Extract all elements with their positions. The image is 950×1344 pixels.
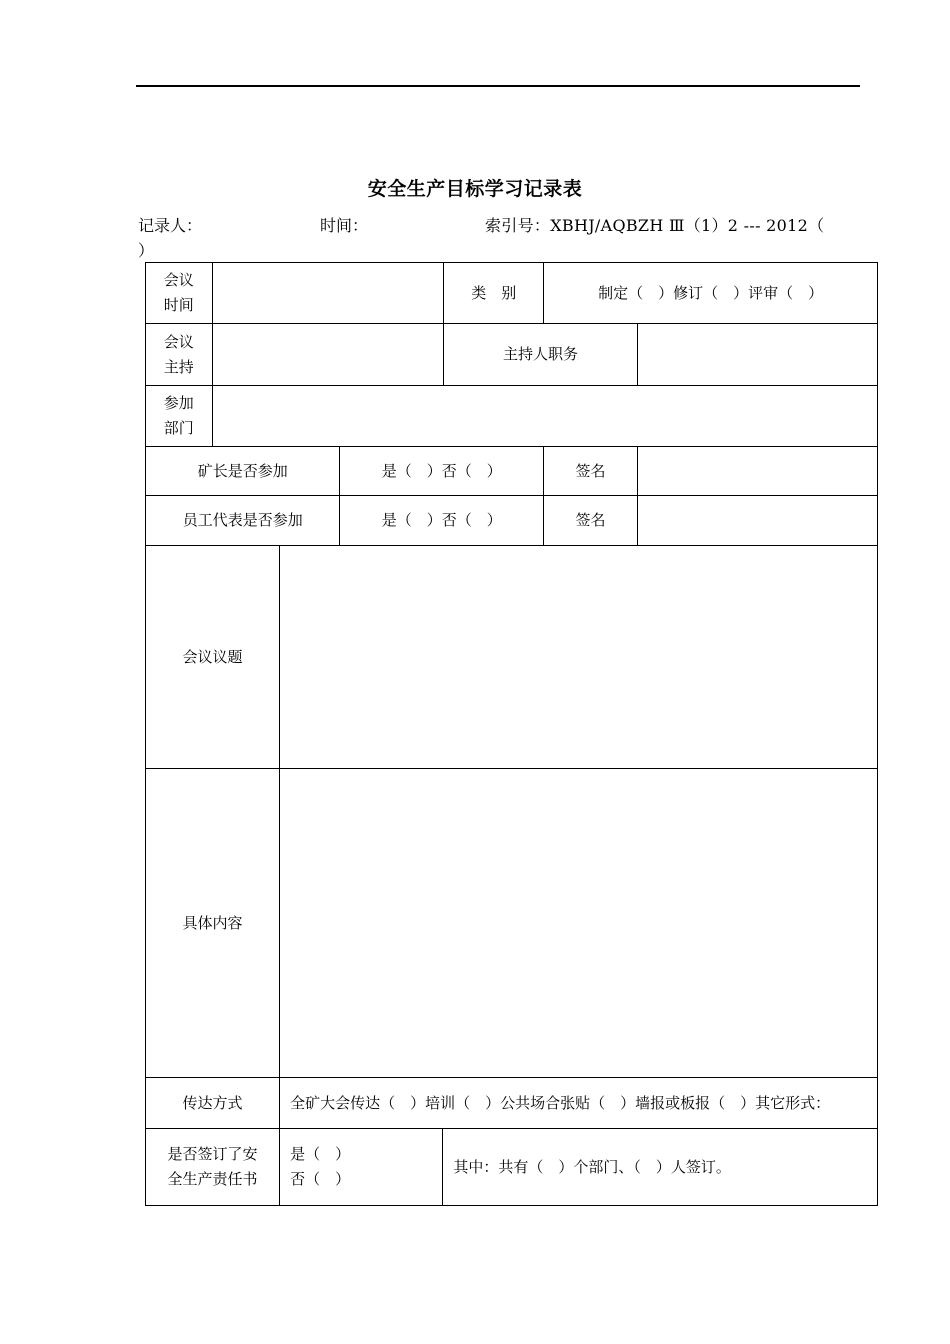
row-content bbox=[146, 769, 878, 1078]
topic-field[interactable] bbox=[280, 546, 878, 769]
row-method bbox=[146, 1078, 878, 1129]
director-options[interactable]: 是（ ）否（ ） bbox=[340, 447, 544, 496]
agreement-label: 是否签订了安 全生产责任书 bbox=[146, 1129, 280, 1206]
host-field[interactable] bbox=[212, 324, 444, 386]
category-options[interactable]: 制定（ ）修订（ ）评审（ ） bbox=[544, 263, 878, 324]
row-topic bbox=[146, 546, 878, 769]
agreement-detail[interactable]: 其中：共有（ ）个部门、（ ）人签订。 bbox=[443, 1129, 878, 1206]
agreement-yes[interactable]: 是（ ） bbox=[290, 1145, 351, 1163]
departments-label: 参加 部门 bbox=[146, 386, 213, 447]
departments-field[interactable] bbox=[212, 386, 877, 447]
content-label: 具体内容 bbox=[146, 769, 280, 1078]
index-label: 索引号：XBHJ/AQBZH Ⅲ（1）2 --- 2012（ bbox=[485, 216, 825, 235]
host-position-field[interactable] bbox=[637, 324, 877, 386]
category-label: 类 别 bbox=[444, 263, 544, 324]
content-field[interactable] bbox=[280, 769, 878, 1078]
row-host bbox=[146, 324, 878, 386]
method-label: 传达方式 bbox=[146, 1078, 280, 1129]
header-rule bbox=[136, 85, 860, 87]
row-director bbox=[146, 447, 878, 496]
page-title: 安全生产目标学习记录表 bbox=[367, 178, 583, 200]
record-form-table bbox=[145, 262, 878, 1206]
method-options[interactable]: 全矿大会传达（ ）培训（ ）公共场合张贴（ ）墙报或板报（ ）其它形式： bbox=[280, 1078, 878, 1129]
row-meeting-time bbox=[146, 263, 878, 324]
row-agreement bbox=[146, 1129, 878, 1206]
agreement-no[interactable]: 否（ ） bbox=[290, 1170, 351, 1188]
host-label: 会议 主持 bbox=[146, 324, 213, 386]
staff-sign-field[interactable] bbox=[637, 496, 877, 546]
agreement-yes-no[interactable] bbox=[280, 1129, 443, 1206]
director-sign-field[interactable] bbox=[637, 447, 877, 496]
index-label-tail: ） bbox=[138, 241, 155, 260]
row-departments bbox=[146, 386, 878, 447]
meeting-time-label: 会议 时间 bbox=[146, 263, 213, 324]
staff-label: 员工代表是否参加 bbox=[146, 496, 340, 546]
director-sign-label: 签名 bbox=[544, 447, 638, 496]
recorder-label: 记录人： bbox=[138, 216, 203, 235]
host-position-label: 主持人职务 bbox=[444, 324, 637, 386]
staff-sign-label: 签名 bbox=[544, 496, 638, 546]
director-label: 矿长是否参加 bbox=[146, 447, 340, 496]
time-label: 时间： bbox=[320, 216, 369, 235]
staff-options[interactable]: 是（ ）否（ ） bbox=[340, 496, 544, 546]
meeting-time-field[interactable] bbox=[212, 263, 444, 324]
topic-label: 会议议题 bbox=[146, 546, 280, 769]
row-staff bbox=[146, 496, 878, 546]
